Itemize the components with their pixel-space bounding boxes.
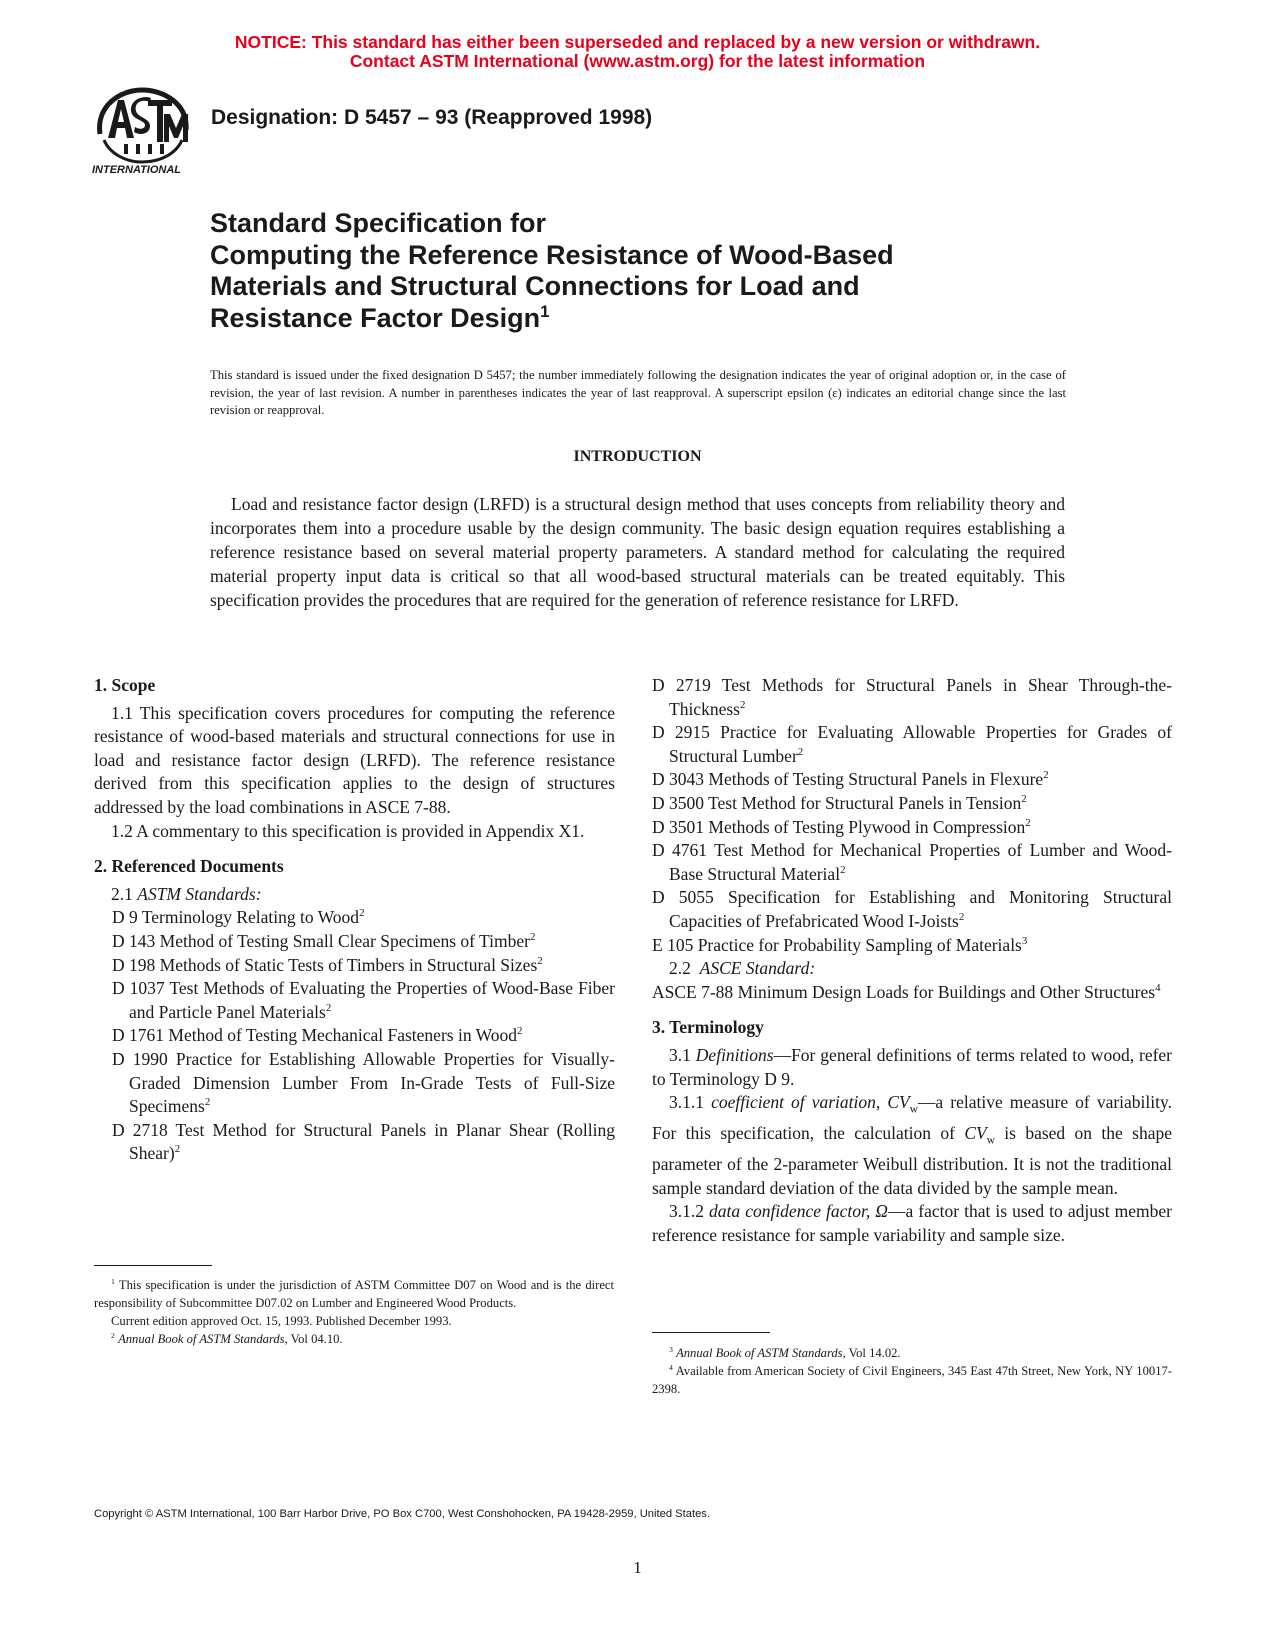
reference-code: D 5055 [652, 887, 714, 908]
footnotes-left [94, 1276, 614, 1348]
reference-title: Test Methods of Evaluating the Properties of Wood-Base Fiber and Particle Panel Materials [129, 978, 616, 1022]
section-number: 3.1.2 [669, 1201, 704, 1222]
reference-title: Practice for Establishing Allowable Properties for Visually-Graded Dimension Lumber From In-Grade Tests of Full-Size Specimens [129, 1048, 615, 1117]
scope-1-1: 1.1 This specification covers procedures for computing the reference resistance of wood-based materials and structural connections for use in load and resistance factor design (LRFD). The reference resistance derived from this specification applies to the design of structures addressed by the load combinations in ASCE 7-88. [94, 702, 615, 817]
reference-item [652, 792, 1172, 816]
footnote-mark: 3 [669, 1344, 673, 1354]
title-line-2: Computing the Reference Resistance of Wood-Based [210, 239, 894, 270]
reference-list-right [652, 674, 1172, 957]
reference-code: D 2719 [652, 675, 711, 695]
astm-logo-icon [90, 84, 196, 176]
reference-code: D 2718 [112, 1119, 168, 1140]
term: coefficient of variation, CV [711, 1092, 910, 1113]
definition-text: —For general definitions of terms related to wood, refer to Terminology D 9. [652, 1044, 1173, 1089]
referenced-heading: 2. Referenced Documents [94, 856, 284, 877]
reference-title: Methods of Testing Structural Panels in Flexure [704, 769, 1044, 790]
footnote-mark: 2 [1025, 816, 1031, 829]
footnote-text: , Vol 04.10. [284, 1332, 343, 1346]
reference-title: Minimum Design Loads for Buildings and Other Structures [737, 981, 1156, 1002]
reference-title: Practice for Probability Sampling of Materials [693, 934, 1022, 955]
introduction-text [210, 492, 1065, 612]
left-column [94, 674, 615, 1166]
reference-item [652, 674, 1172, 721]
reference-code: D 3043 [652, 769, 705, 790]
section-label: ASTM Standards: [137, 883, 262, 904]
reference-item [652, 934, 1172, 958]
footnote-mark: 2 [739, 698, 746, 711]
footnote-mark: 2 [1021, 793, 1027, 806]
term: Definitions [695, 1044, 774, 1065]
reference-title: Test Method for Structural Panels in Planar Shear (Rolling Shear) [129, 1119, 616, 1164]
reference-title: Test Methods for Structural Panels in Shear Through-the-Thickness [669, 675, 1172, 719]
reference-item [652, 839, 1172, 886]
terminology-heading: 3. Terminology [652, 1017, 764, 1038]
notice-line-2: Contact ASTM International (www.astm.org) for the latest information [349, 51, 926, 71]
section-number: 3.1 [669, 1044, 691, 1065]
definition-text: —a relative measure of variability. For this specification, the calculation of [652, 1092, 1172, 1144]
footnote-edition: Current edition approved Oct. 15, 1993. Published December 1993. [111, 1314, 452, 1328]
introduction-heading: INTRODUCTION [573, 448, 702, 465]
reference-code: D 3500 [652, 792, 705, 813]
section-label: ASCE Standard: [699, 958, 816, 979]
reference-code: D 3501 [652, 816, 705, 837]
reference-title: Terminology Relating to Wood [137, 907, 360, 928]
section-number: 2.2 [669, 958, 691, 979]
reference-code: D 4761 [652, 840, 708, 861]
reference-code: E 105 [652, 934, 694, 955]
notice-line-1: NOTICE: This standard has either been superseded and replaced by a new version or withdrawn. [234, 32, 1041, 52]
definition-text: —a factor that is used to adjust member reference resistance for sample variability and sample size. [652, 1201, 1173, 1246]
term: CV [964, 1123, 987, 1144]
asce-standard-label [652, 957, 1172, 981]
logo-subtext: INTERNATIONAL [92, 164, 182, 176]
footnote-mark: 2 [958, 911, 965, 924]
scope-heading: 1. Scope [94, 675, 156, 695]
reference-item [94, 1024, 615, 1048]
footnote-mark: 2 [174, 1143, 181, 1156]
reference-item [652, 768, 1172, 792]
term-subscript: w [986, 1134, 995, 1147]
footnote-mark: 2 [359, 907, 365, 920]
reference-code: D 2915 [652, 722, 710, 743]
reference-code: D 1761 [112, 1025, 165, 1046]
reference-code: ASCE 7-88 [652, 981, 734, 1002]
reference-item [94, 930, 615, 954]
terminology-3-1 [652, 1044, 1172, 1091]
reference-title: Specification for Establishing and Monitoring Structural Capacities of Prefabricated Wood I-Joists [669, 887, 1172, 931]
footnote-mark: 2 [840, 863, 846, 876]
document-title [210, 208, 1010, 334]
footnote-text: , Vol 14.02. [842, 1346, 901, 1360]
reference-code: D 198 [112, 954, 156, 975]
footnote-mark: 1 [111, 1276, 115, 1286]
reference-code: D 143 [112, 930, 156, 951]
reference-code: D 1990 [112, 1048, 168, 1069]
footnote-book: Annual Book of ASTM Standards [118, 1332, 285, 1346]
term-subscript: w [909, 1103, 918, 1116]
reference-item-asce [652, 981, 1172, 1005]
designation: Designation: D 5457 – 93 (Reapproved 1998) [211, 106, 653, 129]
reference-title: Practice for Evaluating Allowable Properties for Grades of Structural Lumber [669, 722, 1172, 766]
footnote-mark: 2 [1043, 769, 1049, 782]
footnote-mark: 2 [204, 1096, 211, 1109]
reference-item [94, 977, 615, 1024]
reference-code: D 9 [112, 907, 138, 928]
reference-title: Methods of Static Tests of Timbers in Structural Sizes [155, 954, 538, 975]
reference-item [94, 1048, 615, 1119]
footnote-book: Annual Book of ASTM Standards [676, 1346, 843, 1360]
title-line-4: Resistance Factor Design [210, 302, 541, 333]
reference-item [94, 906, 615, 930]
footnote-mark: 2 [529, 931, 536, 944]
footnote-text: Available from American Society of Civil Engineers, 345 East 47th Street, New York, NY 10017-2398. [652, 1364, 1172, 1396]
footnote-text: This specification is under the jurisdiction of ASTM Committee D07 on Wood and is the direct responsibility of Subcommittee D07.02 on Lumber and Engineered Wood Products. [94, 1278, 614, 1310]
footnote-mark: 2 [111, 1330, 115, 1340]
right-column [652, 674, 1172, 1248]
page-number: 1 [633, 1558, 642, 1577]
reference-title: Method of Testing Small Clear Specimens of Timber [155, 930, 530, 951]
astm-standards-label [94, 883, 615, 907]
reference-title: Test Method for Structural Panels in Tension [704, 792, 1022, 813]
definition-text: is based on the shape parameter of the 2-parameter Weibull distribution. It is not the traditional sample standard deviation of the data divided by the sample mean. [652, 1123, 1172, 1198]
footnote-1 [94, 1276, 614, 1312]
terminology-3-1-1 [652, 1091, 1172, 1200]
reference-code: D 1037 [112, 978, 165, 999]
reference-item [94, 954, 615, 978]
terminology-3-1-2 [652, 1200, 1172, 1247]
footnote-3 [652, 1344, 1172, 1362]
reference-item [652, 816, 1172, 840]
footnote-mark: 3 [1021, 934, 1028, 947]
title-line-3: Materials and Structural Connections for Load and [210, 271, 860, 301]
reference-title: Methods of Testing Plywood in Compression [704, 816, 1026, 837]
withdrawal-notice [0, 33, 1275, 71]
scope-1-2: 1.2 A commentary to this specification is provided in Appendix X1. [111, 820, 585, 841]
title-line-1: Standard Specification for [210, 208, 547, 238]
reference-item [652, 721, 1172, 768]
footnote-mark: 4 [669, 1362, 673, 1372]
reference-list-left [94, 906, 615, 1166]
reference-item [94, 1119, 615, 1166]
reference-item [652, 886, 1172, 933]
footnote-mark: 2 [797, 745, 804, 758]
footnotes-right [652, 1344, 1172, 1398]
reference-title: Test Method for Mechanical Properties of Lumber and Wood-Base Structural Material [669, 840, 1172, 884]
section-number: 3.1.1 [669, 1092, 704, 1113]
section-number: 2.1 [111, 883, 133, 904]
introduction-paragraph: Load and resistance factor design (LRFD) is a structural design method that uses concepts from reliability theory and incorporates them into a procedure usable by the design community. The basic design equation requires establishing a reference resistance based on several material property parameters. A standard method for calculating the required material property input data is critical so that all wood-based structural materials can be treated equitably. This specification provides the procedures that are required for the generation of reference resistance for LRFD. [210, 494, 1065, 610]
title-footnote-mark: 1 [540, 301, 550, 321]
footnote-mark: 2 [517, 1025, 523, 1038]
term: data confidence factor, Ω [709, 1201, 888, 1222]
footnote-mark: 2 [325, 1001, 332, 1014]
footnote-mark: 2 [537, 954, 543, 967]
footnote-divider [652, 1332, 770, 1333]
copyright-line: Copyright © ASTM International, 100 Barr Harbor Drive, PO Box C700, West Conshohocken, PA 19428-2959, United States. [94, 1508, 710, 1520]
reference-title: Method of Testing Mechanical Fasteners in Wood [164, 1025, 517, 1046]
footnote-mark: 4 [1155, 981, 1161, 994]
issued-note: This standard is issued under the fixed designation D 5457; the number immediately following the designation indicates the year of original adoption or, in the case of revision, the year of last revision. A number in parentheses indicates the year of last reapproval. A superscript epsilon (ε) indicates an editorial change since the last revision or reapproval. [210, 368, 1066, 417]
footnote-2 [94, 1330, 614, 1348]
footnote-4 [652, 1362, 1172, 1398]
footnote-divider [94, 1265, 212, 1266]
